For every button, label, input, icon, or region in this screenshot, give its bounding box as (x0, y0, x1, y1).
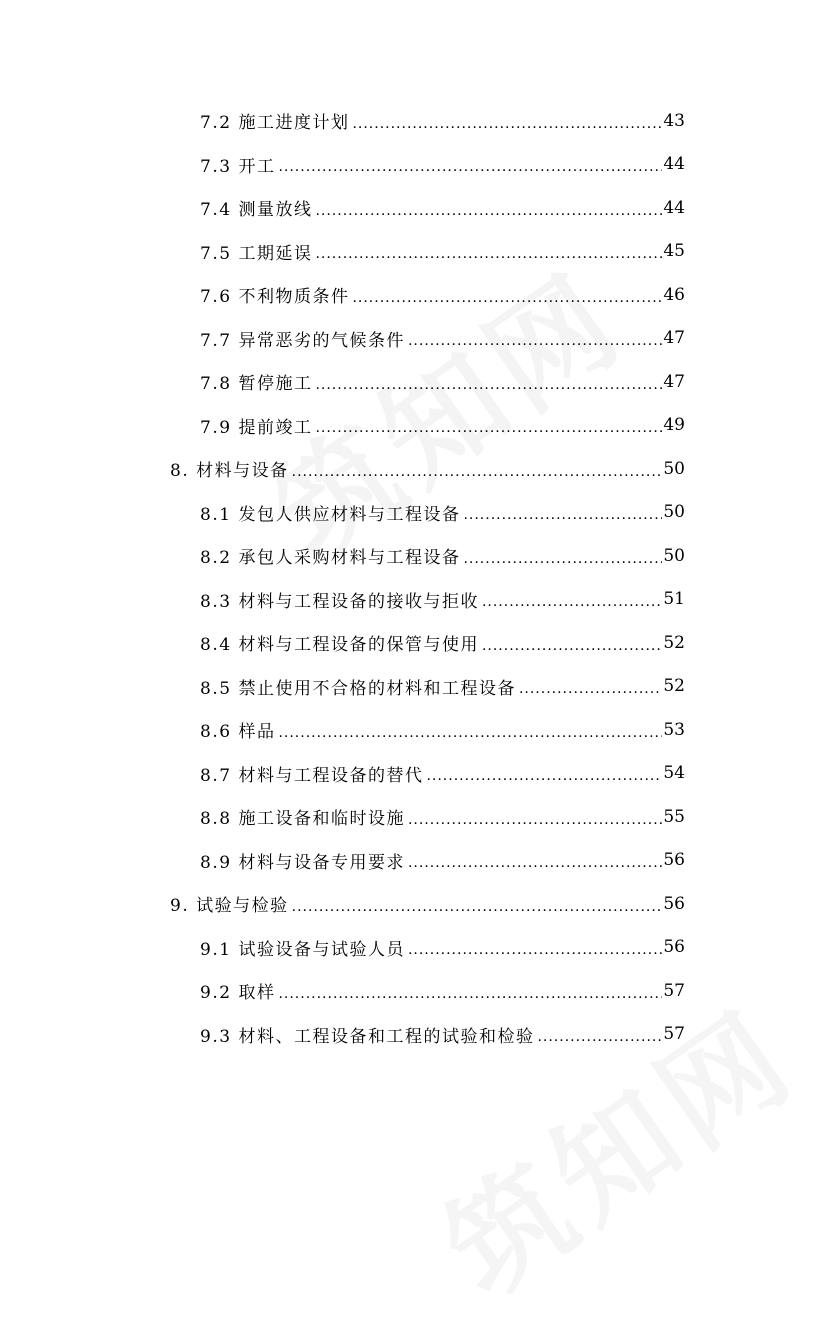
toc-entry[interactable] (0, 230, 685, 274)
toc-entry-page-number: 43 (663, 110, 685, 131)
toc-entry[interactable] (0, 99, 685, 143)
toc-leader-dots (463, 507, 662, 523)
toc-entry-page-number: 52 (663, 632, 685, 653)
toc-leader-dots (278, 986, 662, 1002)
toc-entry-title: 8.5 禁止使用不合格的材料和工程设备 (200, 678, 516, 699)
toc-entry-page-number: 47 (663, 328, 685, 349)
toc-entry[interactable] (0, 882, 685, 926)
toc-entry-title: 7.2 施工进度计划 (200, 113, 350, 134)
toc-entry[interactable] (0, 708, 685, 752)
toc-entry-page-number: 44 (663, 154, 685, 175)
toc-leader-dots (315, 246, 662, 262)
toc-entry[interactable] (0, 273, 685, 317)
toc-entry-page-number: 50 (663, 545, 685, 566)
toc-entry[interactable] (0, 143, 685, 187)
toc-entry-page-number: 51 (663, 589, 685, 610)
toc-entry[interactable] (0, 360, 685, 404)
toc-entry-page-number: 55 (663, 806, 685, 827)
toc-entry-page-number: 56 (663, 937, 685, 958)
toc-entry-page-number: 56 (663, 893, 685, 914)
toc-leader-dots (352, 116, 662, 132)
toc-leader-dots (482, 638, 662, 654)
toc-entry[interactable] (0, 447, 685, 491)
toc-entry-page-number: 46 (663, 284, 685, 305)
toc-entry-title: 8.2 承包人采购材料与工程设备 (200, 548, 461, 569)
toc-entry-page-number: 50 (663, 502, 685, 523)
toc-entry-title: 9.2 取样 (200, 983, 276, 1004)
toc-entry-title: 7.4 测量放线 (200, 200, 313, 221)
toc-entry[interactable] (0, 404, 685, 448)
toc-entry[interactable] (0, 491, 685, 535)
toc-entry-page-number: 52 (663, 676, 685, 697)
toc-entry[interactable] (0, 795, 685, 839)
toc-leader-dots (315, 377, 662, 393)
toc-entry[interactable] (0, 969, 685, 1013)
toc-entry[interactable] (0, 621, 685, 665)
toc-entry-title: 8. 材料与设备 (170, 461, 289, 482)
toc-entry[interactable] (0, 578, 685, 622)
toc-entry[interactable] (0, 665, 685, 709)
toc-entry-page-number: 56 (663, 850, 685, 871)
toc-entry-title: 8.6 样品 (200, 722, 276, 743)
toc-entry-page-number: 50 (663, 458, 685, 479)
toc-entry-page-number: 44 (663, 197, 685, 218)
toc-leader-dots (278, 725, 662, 741)
toc-leader-dots (315, 420, 662, 436)
toc-entry-title: 9. 试验与检验 (170, 896, 289, 917)
toc-entry-page-number: 49 (663, 415, 685, 436)
toc-leader-dots (408, 333, 662, 349)
toc-entry-title: 7.7 异常恶劣的气候条件 (200, 330, 405, 351)
toc-leader-dots (426, 768, 662, 784)
toc-entry-title: 7.6 不利物质条件 (200, 287, 350, 308)
toc-entry-title: 9.1 试验设备与试验人员 (200, 939, 405, 960)
toc-leader-dots (408, 855, 662, 871)
toc-leader-dots (352, 290, 662, 306)
toc-leader-dots (463, 551, 662, 567)
toc-entry-title: 8.9 材料与设备专用要求 (200, 852, 405, 873)
toc-entry[interactable] (0, 839, 685, 883)
toc-entry-title: 7.8 暂停施工 (200, 374, 313, 395)
toc-entry-title: 8.7 材料与工程设备的替代 (200, 765, 424, 786)
toc-entry[interactable] (0, 534, 685, 578)
toc-entry-title: 9.3 材料、工程设备和工程的试验和检验 (200, 1026, 535, 1047)
toc-entry-page-number: 47 (663, 371, 685, 392)
toc-leader-dots (482, 594, 662, 610)
toc-leader-dots (519, 681, 662, 697)
toc-entry[interactable] (0, 926, 685, 970)
toc-entry[interactable] (0, 752, 685, 796)
toc-entry[interactable] (0, 1013, 685, 1057)
toc-entry-title: 7.9 提前竣工 (200, 417, 313, 438)
toc-leader-dots (537, 1029, 662, 1045)
toc-entry-title: 8.3 材料与工程设备的接收与拒收 (200, 591, 479, 612)
toc-entry[interactable] (0, 317, 685, 361)
toc-entry-title: 7.5 工期延误 (200, 243, 313, 264)
toc-entry-page-number: 53 (663, 719, 685, 740)
toc-entry-page-number: 57 (663, 980, 685, 1001)
toc-leader-dots (315, 203, 662, 219)
toc-entry-title: 8.4 材料与工程设备的保管与使用 (200, 635, 479, 656)
toc-leader-dots (292, 899, 663, 915)
toc-entry-page-number: 57 (663, 1024, 685, 1045)
toc-leader-dots (408, 942, 662, 958)
toc-entry-page-number: 45 (663, 241, 685, 262)
toc-leader-dots (278, 159, 662, 175)
toc-entry-page-number: 54 (663, 763, 685, 784)
table-of-contents (0, 99, 830, 1056)
toc-leader-dots (292, 464, 663, 480)
toc-leader-dots (408, 812, 662, 828)
toc-entry-title: 8.1 发包人供应材料与工程设备 (200, 504, 461, 525)
toc-entry[interactable] (0, 186, 685, 230)
toc-entry-title: 8.8 施工设备和临时设施 (200, 809, 405, 830)
toc-entry-title: 7.3 开工 (200, 156, 276, 177)
